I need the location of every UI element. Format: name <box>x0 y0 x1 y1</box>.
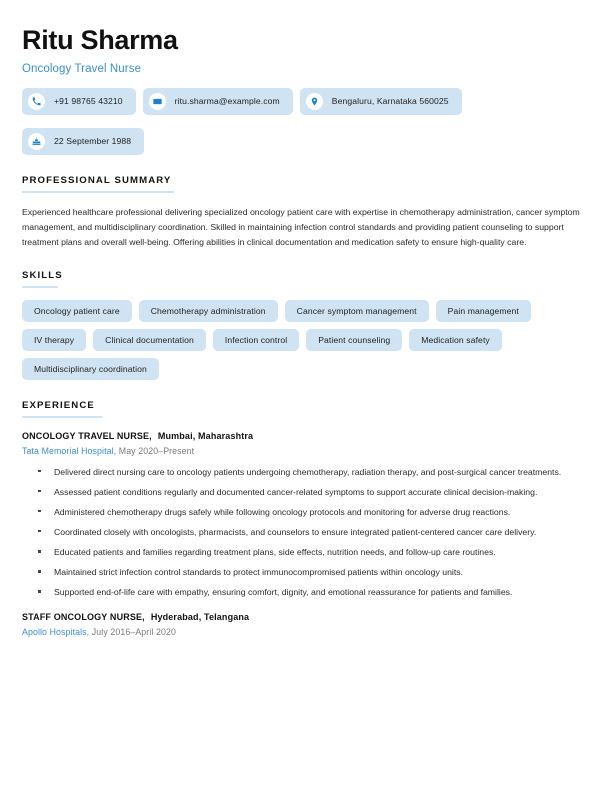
skill-pill: Oncology patient care <box>22 300 132 322</box>
section-skills <box>22 270 590 380</box>
skill-pill: Cancer symptom management <box>285 300 429 322</box>
experience-entry <box>22 431 590 600</box>
job-location: Hyderabad, Telangana <box>150 612 250 623</box>
section-divider <box>22 191 174 193</box>
job-bullet: Assessed patient conditions regularly and documented cancer-related symptoms to support accurate clinical decision-making. <box>22 485 578 499</box>
summary-body-text: Experienced healthcare professional delivering specialized oncology patient care with expertise in chemotherapy administration, cancer symptom management, and multidisciplinary coordination. Skilled in maintaining infection control standards and providing patient counseling to support treatment plans and overall well-being. Offering abilities in clinical documentation and medication safety to ensure high-quality care. <box>22 206 580 247</box>
contact-pill-birthdate[interactable] <box>22 128 144 155</box>
job-bullet: Coordinated closely with oncologists, pharmacists, and counselors to ensure integrated patient-centered cancer care delivery. <box>22 525 578 539</box>
job-dates: July 2016–April 2020 <box>91 627 176 638</box>
resume-header <box>22 26 590 155</box>
contact-birthdate-value: 22 September 1988 <box>54 136 132 147</box>
contact-phone-value: +91 98765 43210 <box>54 96 123 107</box>
skill-pill: Infection control <box>213 329 299 351</box>
skill-pill: Multidisciplinary coordination <box>22 358 159 380</box>
skill-pill: Clinical documentation <box>93 329 206 351</box>
job-location: Mumbai, Maharashtra <box>157 430 254 441</box>
job-bullet: Administered chemotherapy drugs safely while following oncology protocols and monitoring for adverse drug reactions. <box>22 505 578 519</box>
job-bullet: Maintained strict infection control standards to protect immunocompromised patients within oncology units. <box>22 565 578 579</box>
experience-entry <box>22 612 590 637</box>
job-title: ONCOLOGY TRAVEL NURSE, <box>22 430 152 441</box>
job-bullet-list <box>22 465 590 600</box>
candidate-name: Ritu Sharma <box>22 25 178 55</box>
contact-location-value: Bengaluru, Karnataka 560025 <box>331 96 449 107</box>
section-title-experience: EXPERIENCE <box>22 399 95 411</box>
section-divider <box>22 416 102 418</box>
section-title-summary: PROFESSIONAL SUMMARY <box>22 174 172 186</box>
location-pin-icon <box>306 93 323 110</box>
job-heading <box>22 431 590 441</box>
section-title-skills: SKILLS <box>22 269 63 281</box>
job-heading <box>22 612 590 622</box>
job-title: STAFF ONCOLOGY NURSE, <box>22 612 145 623</box>
job-subheading <box>22 627 590 637</box>
skill-pill: Patient counseling <box>306 329 402 351</box>
contact-info-row <box>22 88 590 115</box>
contact-email-value: ritu.sharma@example.com <box>174 96 280 107</box>
section-divider <box>22 286 58 288</box>
contact-info-row-secondary <box>22 128 590 155</box>
contact-pill-location[interactable] <box>300 88 462 115</box>
skill-pill: IV therapy <box>22 329 86 351</box>
job-dates: May 2020–Present <box>118 445 195 456</box>
birthday-cake-icon <box>28 133 45 150</box>
candidate-job-title: Oncology Travel Nurse <box>22 62 142 75</box>
job-company: Tata Memorial Hospital, <box>22 445 117 456</box>
contact-pill-phone[interactable] <box>22 88 136 115</box>
skill-pill: Pain management <box>436 300 531 322</box>
job-bullet: Delivered direct nursing care to oncology patients undergoing chemotherapy, radiation therapy, and post-surgical cancer treatments. <box>22 465 578 479</box>
skills-list <box>22 300 587 380</box>
section-experience <box>22 400 590 638</box>
section-professional-summary <box>22 175 590 250</box>
job-bullet: Educated patients and families regarding treatment plans, side effects, nutrition needs, and follow-up care routines. <box>22 545 578 559</box>
skill-pill: Chemotherapy administration <box>139 300 278 322</box>
job-subheading <box>22 446 590 456</box>
job-company: Apollo Hospitals, <box>22 627 90 638</box>
envelope-icon <box>149 93 166 110</box>
phone-icon <box>28 93 45 110</box>
job-bullet: Supported end-of-life care with empathy, ensuring comfort, dignity, and emotional reassurance for patients and families. <box>22 585 578 599</box>
contact-pill-email[interactable] <box>143 88 293 115</box>
skill-pill: Medication safety <box>409 329 502 351</box>
